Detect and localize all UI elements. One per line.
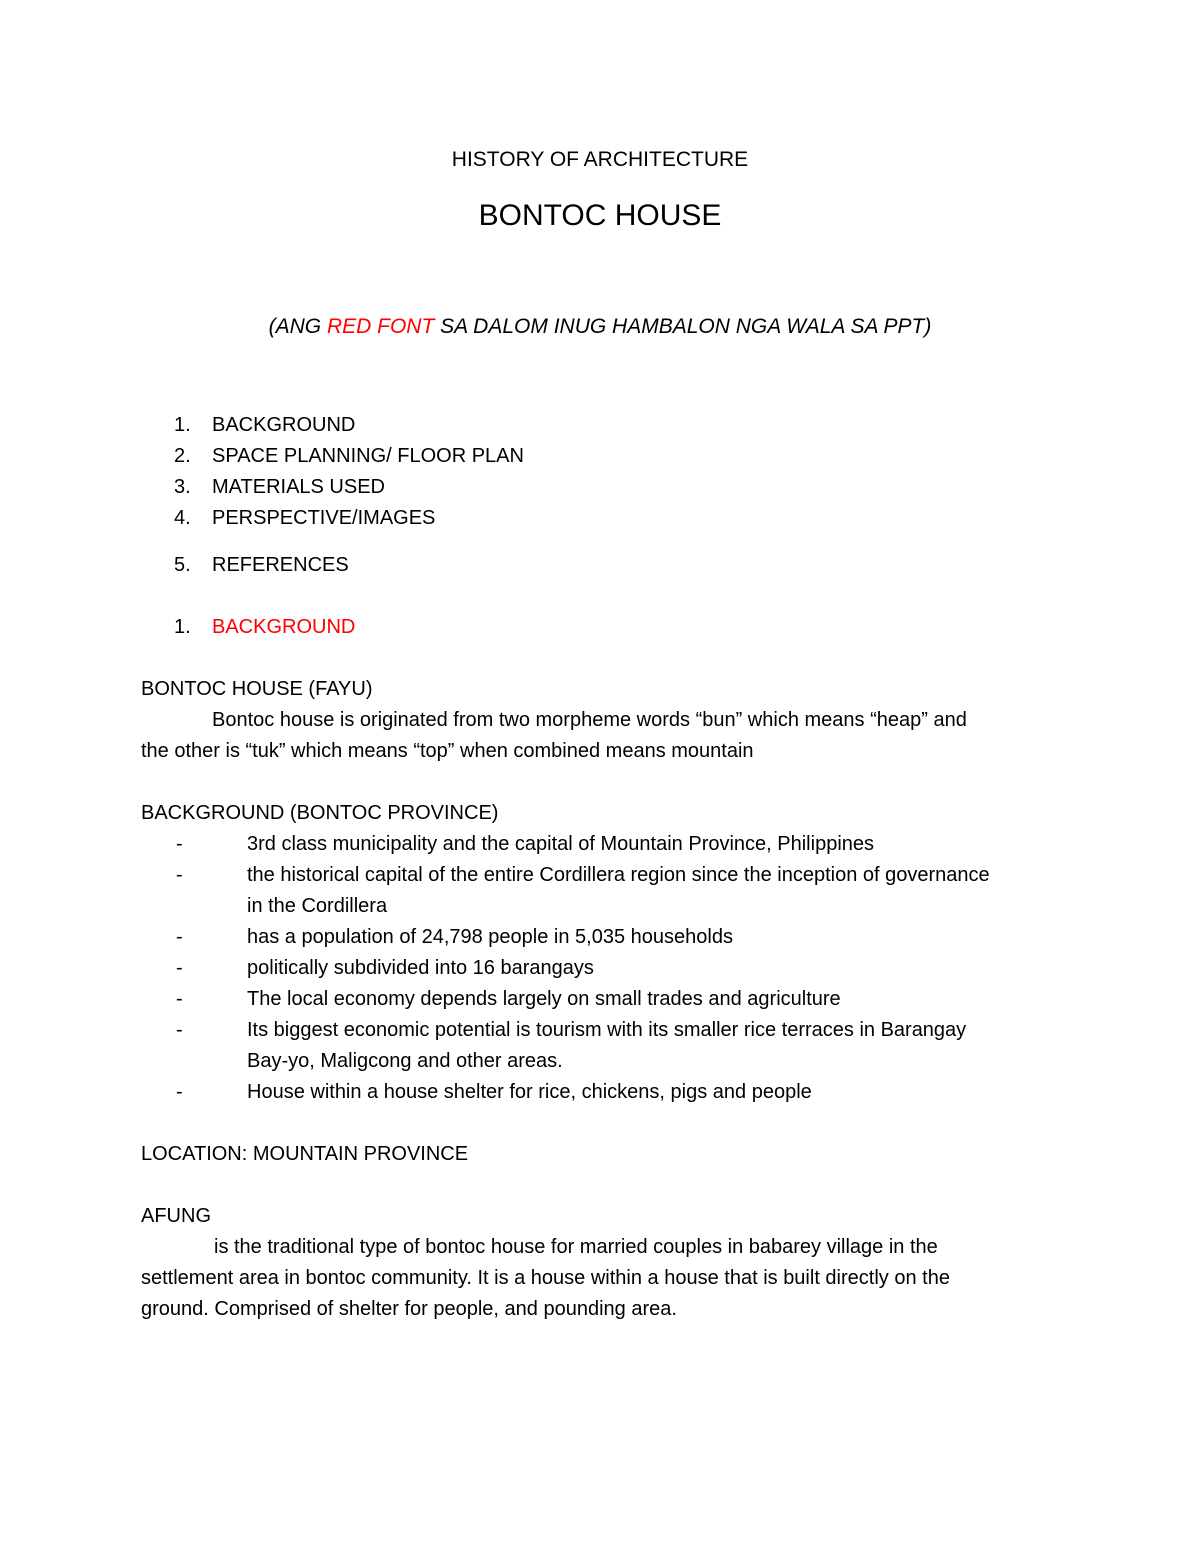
note-open: (ANG <box>268 315 327 338</box>
section-label: BACKGROUND <box>212 616 356 638</box>
section-number: 1. <box>174 616 191 638</box>
fayu-paragraph-line: the other is “tuk” which means “top” when combined means mountain <box>141 740 754 762</box>
bullet-dash: - <box>176 988 183 1010</box>
note-highlight: RED FONT <box>326 315 435 338</box>
afung-paragraph-line: settlement area in bontoc community. It is a house within a house that is built directly on the <box>141 1267 950 1289</box>
toc-number: 3. <box>174 476 191 498</box>
toc-number: 2. <box>174 445 191 467</box>
toc-number: 1. <box>174 414 191 436</box>
bullet-dash: - <box>176 833 183 855</box>
location-heading: LOCATION: MOUNTAIN PROVINCE <box>141 1143 469 1165</box>
toc-label: REFERENCES <box>212 554 349 576</box>
bullet-dash: - <box>176 1019 183 1041</box>
bullet-text: House within a house shelter for rice, chickens, pigs and people <box>247 1081 812 1103</box>
bullet-dash: - <box>176 864 183 886</box>
toc-label: SPACE PLANNING/ FLOOR PLAN <box>212 445 524 467</box>
toc-label: BACKGROUND <box>212 414 356 436</box>
fayu-paragraph-line: Bontoc house is originated from two morpheme words “bun” which means “heap” and <box>212 709 967 731</box>
bullet-text: The local economy depends largely on small trades and agriculture <box>247 988 841 1010</box>
bullet-text: has a population of 24,798 people in 5,035 households <box>247 926 733 948</box>
bullet-text: politically subdivided into 16 barangays <box>247 957 594 979</box>
bullet-text: Bay-yo, Maligcong and other areas. <box>247 1050 563 1072</box>
bullet-text: 3rd class municipality and the capital of Mountain Province, Philippines <box>247 833 875 855</box>
toc-label: MATERIALS USED <box>212 476 385 498</box>
document-note <box>0 311 1200 342</box>
bullet-text: the historical capital of the entire Cordillera region since the inception of governance <box>247 864 990 886</box>
toc-number: 4. <box>174 507 191 529</box>
toc-label: PERSPECTIVE/IMAGES <box>212 507 436 529</box>
toc-number: 5. <box>174 554 191 576</box>
document-title: BONTOC HOUSE <box>478 199 722 232</box>
bullet-dash: - <box>176 957 183 979</box>
bullet-text: in the Cordillera <box>247 895 388 917</box>
document-subject: HISTORY OF ARCHITECTURE <box>451 148 749 171</box>
afung-paragraph-line: is the traditional type of bontoc house for married couples in babarey village in the <box>214 1236 938 1258</box>
afung-heading: AFUNG <box>141 1205 211 1227</box>
bullet-text: Its biggest economic potential is tourism with its smaller rice terraces in Barangay <box>247 1019 967 1041</box>
bullet-dash: - <box>176 1081 183 1103</box>
bullet-dash: - <box>176 926 183 948</box>
fayu-heading: BONTOC HOUSE (FAYU) <box>141 678 373 700</box>
note-rest: SA DALOM INUG HAMBALON NGA WALA SA PPT) <box>434 315 932 338</box>
province-heading: BACKGROUND (BONTOC PROVINCE) <box>141 802 499 824</box>
afung-paragraph-line: ground. Comprised of shelter for people, and pounding area. <box>141 1298 677 1320</box>
